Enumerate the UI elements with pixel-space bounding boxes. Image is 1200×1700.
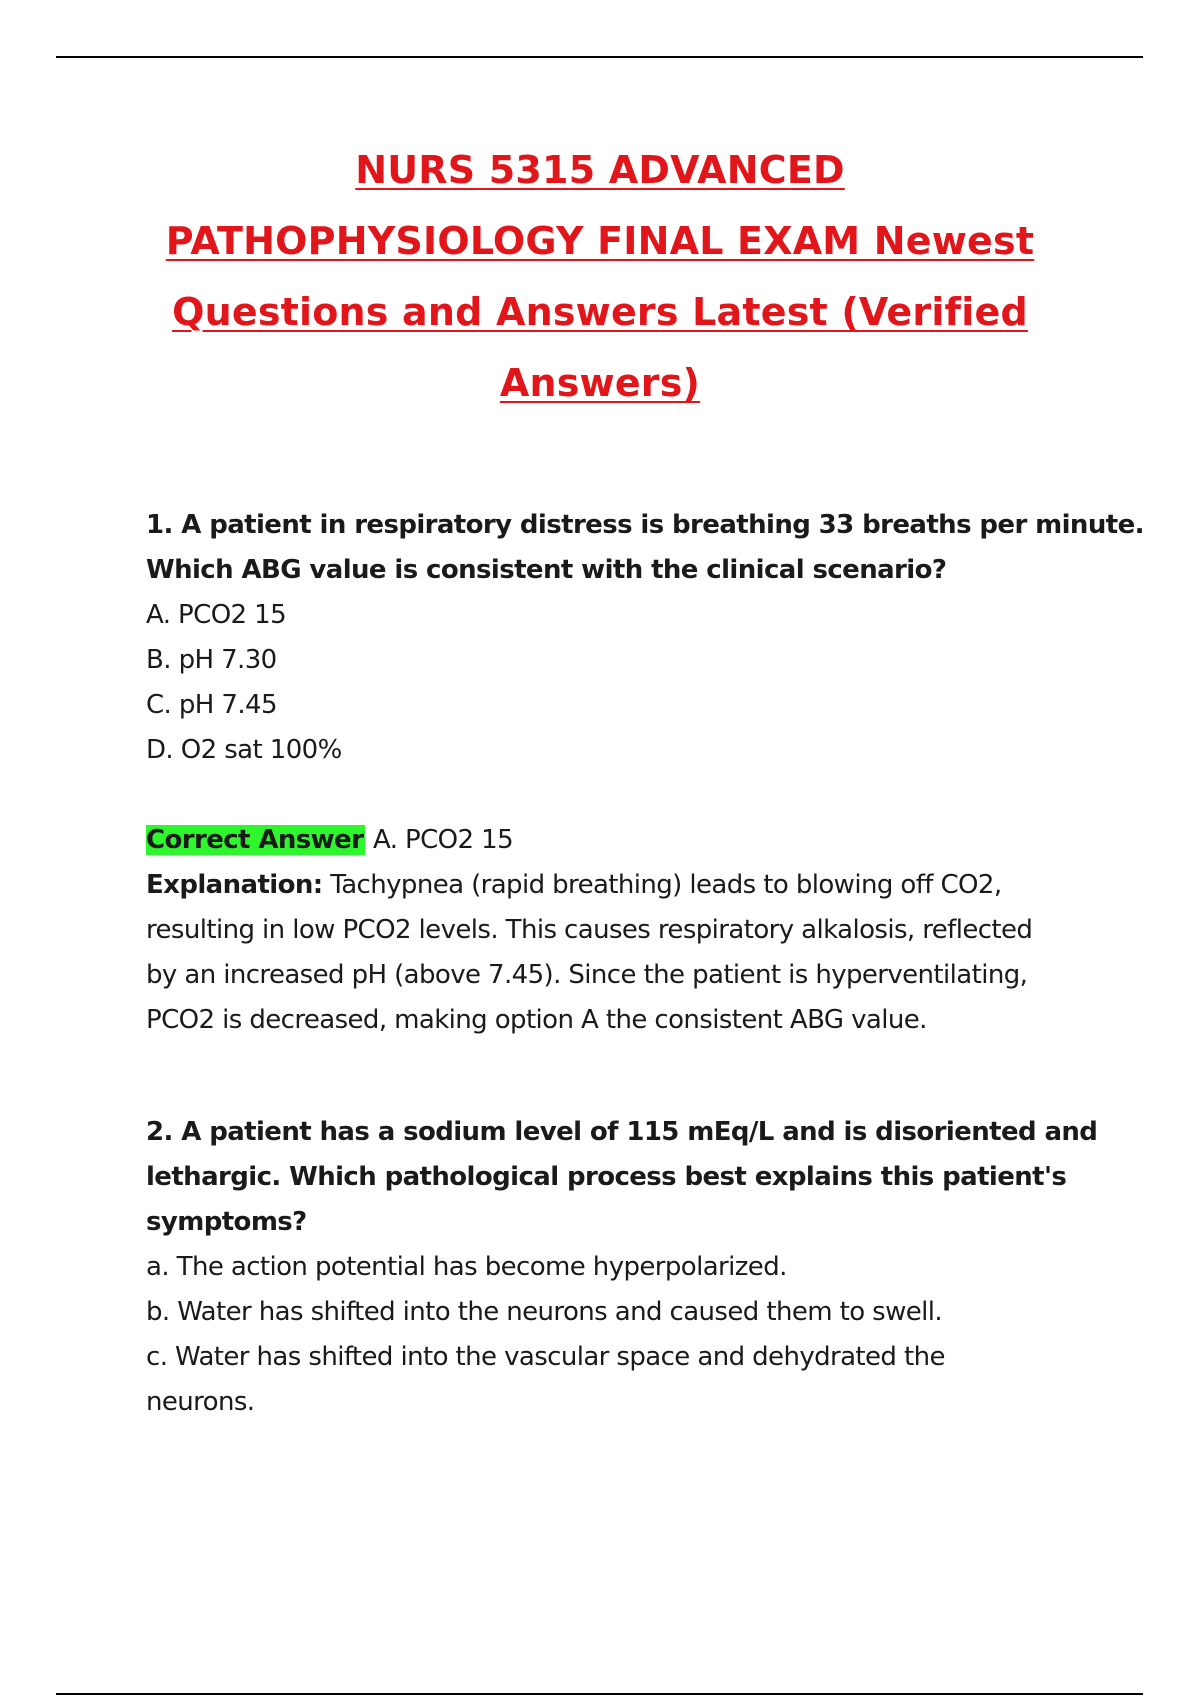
question-1-option-a: A. PCO2 15: [146, 600, 287, 630]
question-1: [146, 503, 1144, 1043]
question-1-option-b: B. pH 7.30: [146, 645, 277, 675]
bottom-rule: [56, 1693, 1143, 1695]
document-title: [120, 135, 1080, 419]
question-1-text-line-2: Which ABG value is consistent with the clinical scenario?: [146, 555, 947, 585]
explanation-label: Explanation:: [146, 870, 323, 900]
explanation-line-3: by an increased pH (above 7.45). Since the patient is hyperventilating,: [146, 960, 1028, 990]
top-rule: [56, 56, 1143, 58]
question-2-option-a: a. The action potential has become hyperpolarized.: [146, 1252, 787, 1282]
title-line-3: Questions and Answers Latest (Verified: [172, 290, 1028, 334]
explanation-line-2: resulting in low PCO2 levels. This causes respiratory alkalosis, reflected: [146, 915, 1033, 945]
title-line-1: NURS 5315 ADVANCED: [355, 148, 845, 192]
question-2-option-c-continued: neurons.: [146, 1387, 255, 1417]
document-body: [146, 503, 1144, 1425]
question-1-option-c: C. pH 7.45: [146, 690, 277, 720]
explanation-line-4: PCO2 is decreased, making option A the consistent ABG value.: [146, 1005, 927, 1035]
correct-answer-label: Correct Answer: [146, 825, 364, 855]
question-2-text-line-2: lethargic. Which pathological process best explains this patient's: [146, 1162, 1067, 1192]
explanation-text-1: Tachypnea (rapid breathing) leads to blowing off CO2,: [322, 870, 1002, 900]
title-line-4: Answers): [499, 361, 701, 405]
question-1-answer: [146, 818, 1106, 863]
question-2-text-line-3: symptoms?: [146, 1207, 307, 1237]
question-2-text-line-1: 2. A patient has a sodium level of 115 mEq/L and is disoriented and: [146, 1117, 1098, 1147]
question-2-option-b: b. Water has shifted into the neurons and caused them to swell.: [146, 1297, 943, 1327]
question-1-text-line-1: 1. A patient in respiratory distress is breathing 33 breaths per minute.: [146, 510, 1144, 540]
question-2: [146, 1110, 1106, 1425]
correct-answer-value: A. PCO2 15: [365, 825, 514, 855]
title-line-2: PATHOPHYSIOLOGY FINAL EXAM Newest: [165, 219, 1035, 263]
explanation-line-1: [146, 863, 1106, 908]
question-1-option-d: D. O2 sat 100%: [146, 735, 342, 765]
question-2-option-c: c. Water has shifted into the vascular space and dehydrated the: [146, 1342, 945, 1372]
